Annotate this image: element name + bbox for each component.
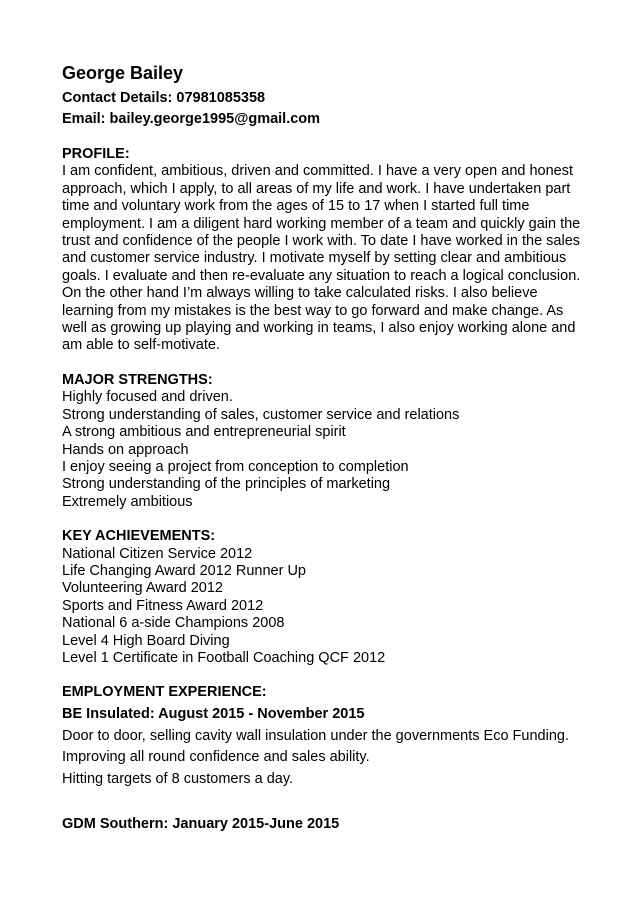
job-title: GDM Southern: January 2015-June 2015 <box>62 816 340 832</box>
employment-heading: EMPLOYMENT EXPERIENCE: <box>62 684 267 701</box>
list-item: Level 4 High Board Diving <box>62 632 230 649</box>
list-item: I enjoy seeing a project from conception to completion <box>62 458 409 475</box>
achievements-section <box>62 528 582 667</box>
list-item: National Citizen Service 2012 <box>62 545 253 562</box>
contact-details: Contact Details: 07981085358 <box>62 90 266 106</box>
list-item: Highly focused and driven. <box>62 389 233 406</box>
list-item: Level 1 Certificate in Football Coaching QCF 2012 <box>62 649 386 666</box>
candidate-name: George Bailey <box>62 63 184 83</box>
list-item: Extremely ambitious <box>62 493 193 510</box>
achievements-heading: KEY ACHIEVEMENTS: <box>62 528 216 545</box>
list-item: Hands on approach <box>62 441 189 458</box>
list-item: Life Changing Award 2012 Runner Up <box>62 562 306 579</box>
job-entry <box>62 815 582 834</box>
profile-text: I am confident, ambitious, driven and committed. I have a very open and honest approach, which I apply, to all areas of my life and work. I have undertaken part time and voluntary work from the ages of 15 to 17 when I started full time employment. I am a diligent hard working member of a team and quickly gain the trust and confidence of the people I work with. To date I have worked in the sales and customer service industry. I motivate myself by setting clear and ambitious goals. I evaluate and then re-evaluate any situation to reach a logical conclusion. On the other hand I’m always willing to take calculated risks. I also believe learning from my mistakes is the best way to go forward and make change. As well as growing up playing and working in teams, I also enjoy working alone and am able to self-motivate. <box>62 163 581 354</box>
strengths-heading: MAJOR STRENGTHS: <box>62 371 213 388</box>
profile-heading: PROFILE: <box>62 146 130 162</box>
cv-document <box>62 62 582 838</box>
list-item: Strong understanding of the principles of marketing <box>62 476 391 493</box>
job-description: Hitting targets of 8 customers a day. <box>62 770 294 787</box>
list-item: National 6 a-side Champions 2008 <box>62 615 285 632</box>
list-item: Sports and Fitness Award 2012 <box>62 597 264 614</box>
list-item: Strong understanding of sales, customer service and relations <box>62 406 460 423</box>
strengths-section <box>62 372 582 511</box>
job-description: Door to door, selling cavity wall insulation under the governments Eco Funding. <box>62 727 569 744</box>
profile-section <box>62 146 582 355</box>
list-item: A strong ambitious and entrepreneurial spirit <box>62 424 346 441</box>
job-description: Improving all round confidence and sales ability. <box>62 749 370 766</box>
contact-email: Email: bailey.george1995@gmail.com <box>62 111 321 127</box>
employment-section <box>62 684 582 834</box>
list-item: Volunteering Award 2012 <box>62 580 223 597</box>
job-entry <box>62 705 582 788</box>
job-title: BE Insulated: August 2015 - November 2015 <box>62 705 365 722</box>
